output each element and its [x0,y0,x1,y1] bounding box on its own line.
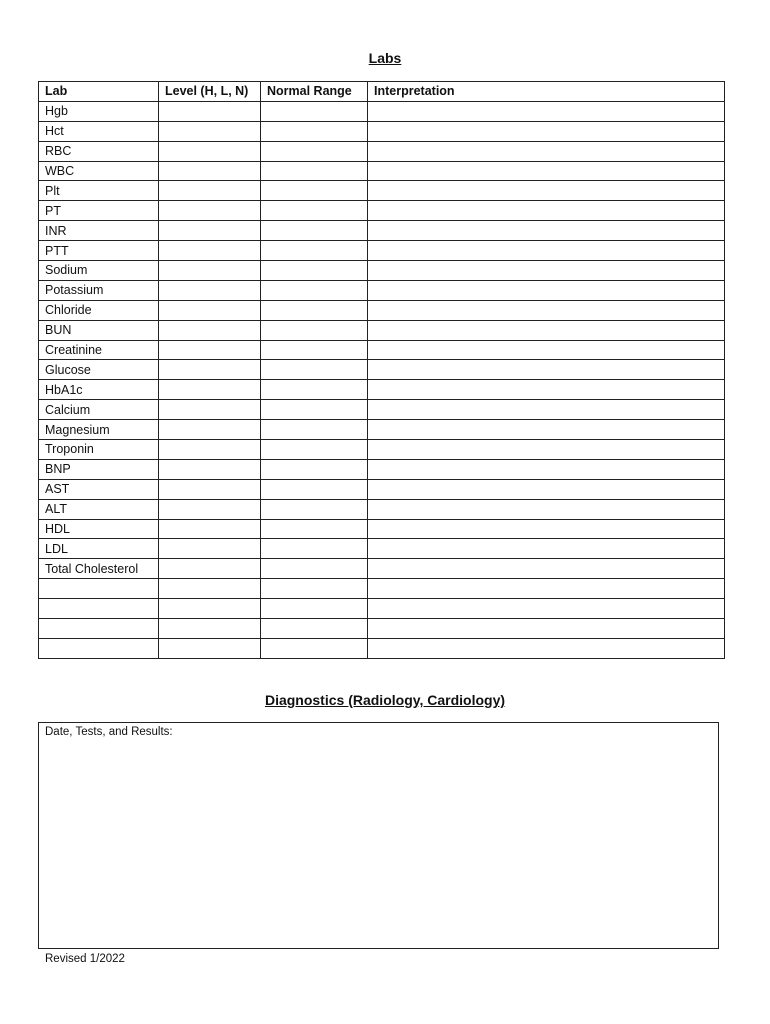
interpretation-cell[interactable] [368,121,725,141]
level-cell[interactable] [159,380,261,400]
table-row [39,300,725,320]
table-row [39,499,725,519]
level-cell[interactable] [159,201,261,221]
level-cell[interactable] [159,459,261,479]
table-row [39,360,725,380]
lab-name-cell [39,599,159,619]
col-header-interpretation: Interpretation [368,82,725,102]
normal-range-cell[interactable] [261,638,368,658]
lab-name-cell: ALT [39,499,159,519]
labs-body [39,101,725,658]
interpretation-cell[interactable] [368,380,725,400]
interpretation-cell[interactable] [368,141,725,161]
labs-table [38,81,725,659]
lab-name-cell: Hct [39,121,159,141]
normal-range-cell[interactable] [261,340,368,360]
table-row [39,101,725,121]
level-cell[interactable] [159,400,261,420]
normal-range-cell[interactable] [261,300,368,320]
lab-name-cell [39,638,159,658]
table-row [39,420,725,440]
table-row [39,221,725,241]
normal-range-cell[interactable] [261,161,368,181]
level-cell[interactable] [159,420,261,440]
interpretation-cell[interactable] [368,320,725,340]
table-row [39,280,725,300]
normal-range-cell[interactable] [261,280,368,300]
normal-range-cell[interactable] [261,261,368,281]
interpretation-cell[interactable] [368,479,725,499]
normal-range-cell[interactable] [261,400,368,420]
table-row [39,400,725,420]
lab-name-cell: Sodium [39,261,159,281]
interpretation-cell[interactable] [368,559,725,579]
level-cell[interactable] [159,161,261,181]
lab-name-cell: Creatinine [39,340,159,360]
normal-range-cell[interactable] [261,181,368,201]
level-cell[interactable] [159,539,261,559]
table-row [39,539,725,559]
lab-name-cell: Troponin [39,440,159,460]
diagnostics-title: Diagnostics (Radiology, Cardiology) [264,692,506,708]
lab-name-cell: Plt [39,181,159,201]
interpretation-cell[interactable] [368,261,725,281]
normal-range-cell[interactable] [261,459,368,479]
table-row [39,559,725,579]
normal-range-cell[interactable] [261,320,368,340]
level-cell[interactable] [159,559,261,579]
table-row [39,340,725,360]
level-cell[interactable] [159,499,261,519]
level-cell[interactable] [159,320,261,340]
interpretation-cell[interactable] [368,619,725,639]
interpretation-cell[interactable] [368,638,725,658]
lab-name-cell: BUN [39,320,159,340]
level-cell[interactable] [159,280,261,300]
labs-header-row [39,82,725,102]
table-row [39,320,725,340]
table-row [39,599,725,619]
normal-range-cell[interactable] [261,479,368,499]
table-row [39,161,725,181]
interpretation-cell[interactable] [368,420,725,440]
normal-range-cell[interactable] [261,201,368,221]
interpretation-cell[interactable] [368,181,725,201]
lab-name-cell: HbA1c [39,380,159,400]
interpretation-cell[interactable] [368,459,725,479]
normal-range-cell[interactable] [261,599,368,619]
normal-range-cell[interactable] [261,360,368,380]
level-cell[interactable] [159,241,261,261]
lab-name-cell [39,619,159,639]
level-cell[interactable] [159,261,261,281]
interpretation-cell[interactable] [368,599,725,619]
level-cell[interactable] [159,300,261,320]
table-row [39,201,725,221]
lab-name-cell: PTT [39,241,159,261]
col-header-normal-range: Normal Range [261,82,368,102]
table-row [39,121,725,141]
interpretation-cell[interactable] [368,579,725,599]
interpretation-cell[interactable] [368,201,725,221]
level-cell[interactable] [159,221,261,241]
interpretation-cell[interactable] [368,400,725,420]
normal-range-cell[interactable] [261,519,368,539]
level-cell[interactable] [159,579,261,599]
level-cell[interactable] [159,479,261,499]
lab-name-cell: HDL [39,519,159,539]
table-row [39,440,725,460]
level-cell[interactable] [159,101,261,121]
normal-range-cell[interactable] [261,559,368,579]
diagnostics-box[interactable] [38,722,719,949]
table-row [39,479,725,499]
level-cell[interactable] [159,599,261,619]
level-cell[interactable] [159,141,261,161]
level-cell[interactable] [159,121,261,141]
lab-name-cell: RBC [39,141,159,161]
normal-range-cell[interactable] [261,619,368,639]
interpretation-cell[interactable] [368,499,725,519]
level-cell[interactable] [159,340,261,360]
level-cell[interactable] [159,181,261,201]
lab-name-cell: Hgb [39,101,159,121]
lab-name-cell: Potassium [39,280,159,300]
table-row [39,181,725,201]
lab-name-cell: WBC [39,161,159,181]
interpretation-cell[interactable] [368,221,725,241]
level-cell[interactable] [159,440,261,460]
normal-range-cell[interactable] [261,579,368,599]
table-row [39,619,725,639]
interpretation-cell[interactable] [368,360,725,380]
level-cell[interactable] [159,619,261,639]
lab-name-cell: AST [39,479,159,499]
interpretation-cell[interactable] [368,519,725,539]
normal-range-cell[interactable] [261,440,368,460]
interpretation-cell[interactable] [368,280,725,300]
interpretation-cell[interactable] [368,300,725,320]
table-row [39,261,725,281]
table-row [39,638,725,658]
normal-range-cell[interactable] [261,420,368,440]
col-header-lab: Lab [39,82,159,102]
lab-name-cell: Calcium [39,400,159,420]
lab-name-cell [39,579,159,599]
level-cell[interactable] [159,638,261,658]
table-row [39,519,725,539]
interpretation-cell[interactable] [368,340,725,360]
interpretation-cell[interactable] [368,161,725,181]
interpretation-cell[interactable] [368,440,725,460]
lab-name-cell: INR [39,221,159,241]
labs-title: Labs [368,50,402,66]
interpretation-cell[interactable] [368,241,725,261]
lab-name-cell: PT [39,201,159,221]
col-header-level: Level (H, L, N) [159,82,261,102]
table-row [39,459,725,479]
normal-range-cell[interactable] [261,141,368,161]
lab-name-cell: Glucose [39,360,159,380]
level-cell[interactable] [159,360,261,380]
diagnostics-box-label: Date, Tests, and Results: [45,726,173,738]
lab-name-cell: LDL [39,539,159,559]
normal-range-cell[interactable] [261,539,368,559]
lab-name-cell: Chloride [39,300,159,320]
normal-range-cell[interactable] [261,499,368,519]
normal-range-cell[interactable] [261,221,368,241]
normal-range-cell[interactable] [261,101,368,121]
normal-range-cell[interactable] [261,241,368,261]
lab-name-cell: BNP [39,459,159,479]
table-row [39,380,725,400]
revision-note: Revised 1/2022 [45,953,125,965]
level-cell[interactable] [159,519,261,539]
normal-range-cell[interactable] [261,380,368,400]
interpretation-cell[interactable] [368,539,725,559]
table-row [39,579,725,599]
normal-range-cell[interactable] [261,121,368,141]
interpretation-cell[interactable] [368,101,725,121]
table-row [39,241,725,261]
lab-name-cell: Total Cholesterol [39,559,159,579]
lab-name-cell: Magnesium [39,420,159,440]
table-row [39,141,725,161]
